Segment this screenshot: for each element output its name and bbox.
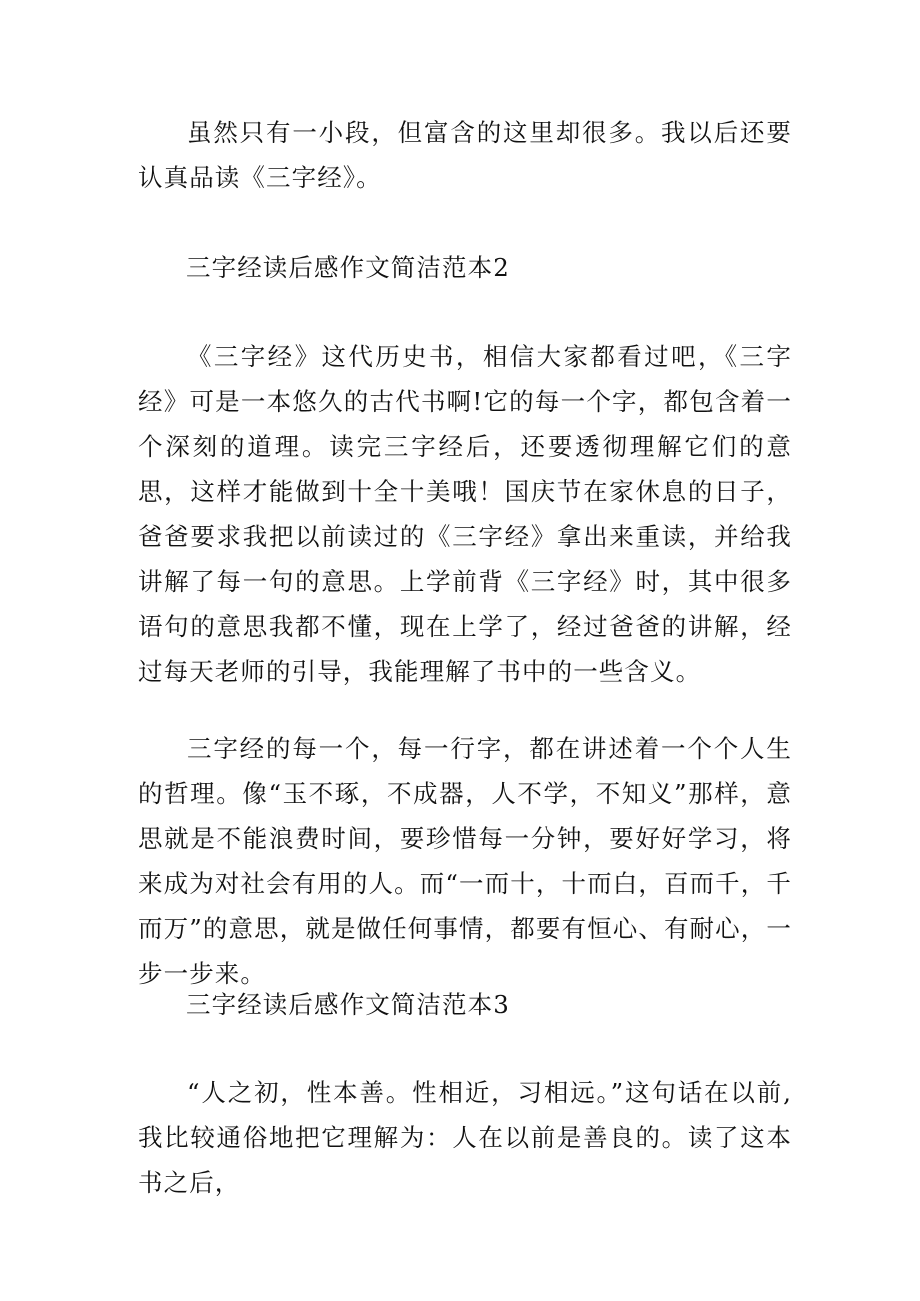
- paragraph-meaning-2: 三字经的每一个，每一行字，都在讲述着一个个人生的哲理。像“玉不琢，不成器，人不学，不知义”那样，意思就是不能浪费时间，要珍惜每一分钟，要好好学习，将来成为对社会有用的人。而“一而十，十而白，百而千，千而万”的意思，就是做任何事情，都要有恒心、有耐心，一步一步来。: [138, 734, 792, 988]
- paragraph-closing: 虽然只有一小段，但富含的这里却很多。我以后还要认真品读《三字经》。: [138, 118, 792, 192]
- section-heading-3: 三字经读后感作文简洁范本3: [186, 990, 510, 1019]
- paragraph-intro-2: 《三字经》这代历史书，相信大家都看过吧，《三字经》可是一本悠久的古代书啊!它的每一个字，都包含着一个深刻的道理。读完三字经后，还要透彻理解它们的意思，这样才能做到十全十美哦！国庆节在家休息的日子，爸爸要求我把以前读过的《三字经》拿出来重读，并给我讲解了每一句的意思。上学前背《三字经》时，其中很多语句的意思我都不懂，现在上学了，经过爸爸的讲解，经过每天老师的引导，我能理解了书中的一些含义。: [138, 342, 792, 686]
- paragraph-intro-3: “人之初，性本善。性相近，习相远。”这句话在以前,我比较通俗地把它理解为：人在以前是善良的。读了这本书之后，: [138, 1078, 792, 1197]
- section-heading-2: 三字经读后感作文简洁范本2: [186, 253, 510, 282]
